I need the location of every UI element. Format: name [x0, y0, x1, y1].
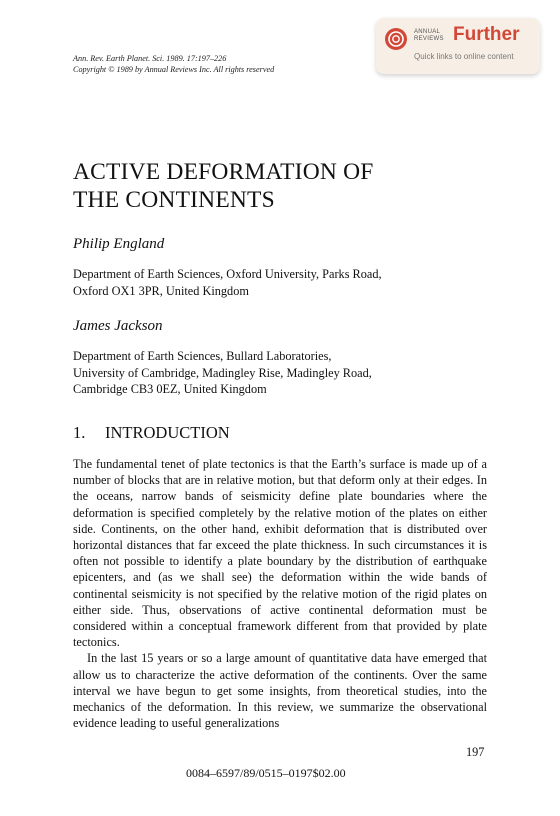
author-affiliation [73, 266, 382, 299]
annual-label: ANNUAL [414, 29, 441, 35]
reviews-label: REVIEWS [414, 35, 444, 42]
section-title: INTRODUCTION [105, 423, 230, 442]
annual-reviews-wordmark [414, 29, 444, 42]
author-name: Philip England [73, 236, 165, 252]
affiliation-line: Department of Earth Sciences, Oxford University, Parks Road, [73, 267, 382, 281]
affiliation-line: Oxford OX1 3PR, United Kingdom [73, 283, 249, 298]
section-heading [73, 423, 230, 443]
affiliation-line: University of Cambridge, Madingley Rise, Madingley Road, [73, 365, 372, 380]
paragraph: The fundamental tenet of plate tectonics is that the Earth’s surface is made up of a number of blocks that are in relative motion, but that deform only at their edges. In the oceans, narrow bands of seismicity define plate boundaries where the deformation is specified completely by the relative motion of the plates on either side. Continents, on the other hand, exhibit deformation that is distributed over horizontal distances that far exceed the plate thickness. In such circumstances it is often not possible to identify a plate boundary by the distribution of earthquake epicenters, and (as we shall see) the deformation within the wide bands of continental seismicity is not specified by the relative motion of the rigid plates on either side. Thus, observations of active continental deformation must be considered within a conceptual framework different from that provided by plate tectonics. [73, 457, 487, 650]
page-number: 197 [466, 745, 485, 759]
author-affiliation [73, 348, 372, 398]
further-label: Further [453, 24, 520, 45]
article-title [73, 158, 374, 214]
annual-reviews-logo-icon [385, 28, 407, 50]
body-text [73, 456, 487, 731]
affiliation-line: Cambridge CB3 0EZ, United Kingdom [73, 382, 267, 396]
citation-line-2: Copyright © 1989 by Annual Reviews Inc. All rights reserved [73, 65, 275, 74]
title-line-1: ACTIVE DEFORMATION OF [73, 159, 374, 185]
author-name: James Jackson [73, 318, 163, 334]
further-subtitle: Quick links to online content [414, 52, 514, 61]
journal-citation [73, 53, 274, 75]
paragraph: In the last 15 years or so a large amount of quantitative data have emerged that allow us to characterize the active deformation of the continents. Over the same interval we have begun to get some insights, from theoretical studies, into the mechanics of the deformation. In this review, we summarize the observational evidence leading to useful generalizations [73, 651, 487, 731]
affiliation-line: Department of Earth Sciences, Bullard Laboratories, [73, 349, 332, 363]
title-line-2: THE CONTINENTS [73, 187, 275, 213]
further-links-badge[interactable] [376, 18, 540, 74]
section-number: 1. [73, 423, 86, 442]
article-code: 0084–6597/89/0515–0197$02.00 [186, 766, 346, 780]
citation-line-1: Ann. Rev. Earth Planet. Sci. 1989. 17:197–226 [73, 54, 227, 63]
